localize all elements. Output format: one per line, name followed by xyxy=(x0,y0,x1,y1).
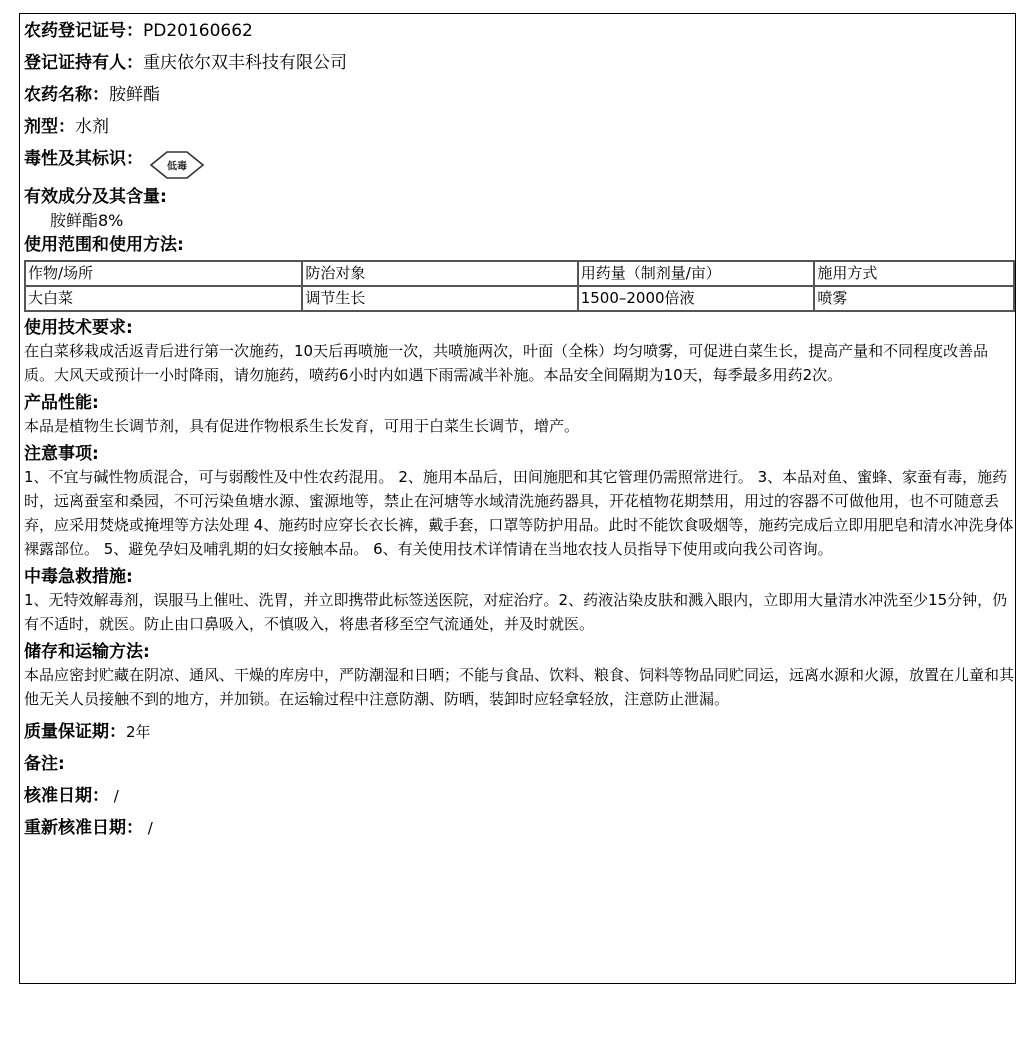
formulation-value: 水剂 xyxy=(75,117,109,137)
reapproval-date-value: / xyxy=(143,819,153,837)
usage-label: 使用范围和使用方法: xyxy=(24,235,184,255)
pesticide-name-label: 农药名称： xyxy=(24,85,109,105)
formulation-label: 剂型： xyxy=(24,117,75,137)
approval-date-value: / xyxy=(109,787,119,805)
pesticide-name-value: 胺鲜酯 xyxy=(109,85,160,105)
approval-date-label: 核准日期： xyxy=(24,786,109,806)
toxicity-row xyxy=(24,148,1011,182)
first-aid-text: 1、无特效解毒剂，误服马上催吐、洗胃，并立即携带此标签送医院，对症治疗。2、药液沾染皮肤和溅入眼内，立即用大量清水冲洗至少15分钟，仍有不适时，就医。防止由口鼻吸入，不慎吸入，将患者移至空气流通处，并及时就医。 xyxy=(24,591,1008,633)
toxicity-icon-text: 低毒 xyxy=(167,161,187,173)
shelf-life-label: 质量保证期： xyxy=(24,722,126,742)
usage-cell-dosage: 1500–2000倍液 xyxy=(578,286,815,311)
usage-header-method: 施用方式 xyxy=(814,261,1014,286)
registrant-row xyxy=(24,52,1011,74)
usage-table-row xyxy=(25,286,1014,311)
technical-requirements-text: 在白菜移栽成活返青后进行第一次施药，10天后再喷施一次，共喷施两次，叶面（全株）均匀喷雾，可促进白菜生长，提高产量和不同程度改善品质。大风天或预计一小时降雨，请勿施药，喷药6小时内如遇下雨需减半补施。本品安全间隔期为10天，每季最多用药2次。 xyxy=(24,342,989,384)
active-ingredient-label: 有效成分及其含量: xyxy=(24,187,167,207)
registrant-label: 登记证持有人： xyxy=(24,53,143,73)
pesticide-label-document xyxy=(19,13,1016,984)
shelf-life-row xyxy=(24,721,1011,743)
registration-number-row xyxy=(24,20,1011,42)
formulation-row xyxy=(24,116,1011,138)
storage-text: 本品应密封贮藏在阴凉、通风、干燥的库房中，严防潮湿和日晒；不能与食品、饮料、粮食、饲料等物品同贮同运，远离水源和火源，放置在儿童和其他无关人员接触不到的地方，并加锁。在运输过程中注意防潮、防晒，装卸时应轻拿轻放，注意防止泄漏。 xyxy=(24,666,1015,708)
usage-table-header-row xyxy=(25,261,1014,286)
usage-cell-crop: 大白菜 xyxy=(25,286,302,311)
low-toxicity-diamond-icon xyxy=(149,149,205,181)
registrant-value: 重庆依尔双丰科技有限公司 xyxy=(143,53,347,73)
active-ingredient-value: 胺鲜酯8% xyxy=(50,211,124,230)
registration-number-value: PD20160662 xyxy=(143,21,253,41)
usage-header-dosage: 用药量（制剂量/亩） xyxy=(578,261,815,286)
first-aid-label: 中毒急救措施: xyxy=(24,567,133,587)
reapproval-date-row xyxy=(24,817,1011,839)
pesticide-name-row xyxy=(24,84,1011,106)
toxicity-label: 毒性及其标识： xyxy=(24,149,143,169)
usage-header-target: 防治对象 xyxy=(302,261,577,286)
remarks-label: 备注: xyxy=(24,754,65,774)
usage-table xyxy=(24,260,1015,312)
storage-label: 储存和运输方法: xyxy=(24,642,150,662)
registration-number-label: 农药登记证号： xyxy=(24,21,143,41)
technical-requirements-label: 使用技术要求: xyxy=(24,318,133,338)
approval-date-row xyxy=(24,785,1011,807)
performance-text: 本品是植物生长调节剂，具有促进作物根系生长发育，可用于白菜生长调节，增产。 xyxy=(24,417,580,435)
precautions-label: 注意事项: xyxy=(24,444,99,464)
performance-label: 产品性能: xyxy=(24,393,99,413)
usage-cell-method: 喷雾 xyxy=(814,286,1014,311)
reapproval-date-label: 重新核准日期： xyxy=(24,818,143,838)
remarks-row xyxy=(24,753,1011,775)
precautions-text: 1、不宜与碱性物质混合，可与弱酸性及中性农药混用。 2、施用本品后，田间施肥和其它管理仍需照常进行。 3、本品对鱼、蜜蜂、家蚕有毒，施药时，远离蚕室和桑园，不可污染鱼塘水源、蜜源地等，禁止在河塘等水域清洗施药器具，开花植物花期禁用，用过的容器不可做他用，也不可随意丢弃，应采用焚烧或掩埋等方法处理 4、施药时应穿长衣长裤，戴手套，口罩等防护用品。此时不能饮食吸烟等，施药完成后立即用肥皂和清水冲洗身体裸露部位。 5、避免孕妇及哺乳期的妇女接触本品。 6、有关使用技术详情请在当地农技人员指导下使用或向我公司咨询。 xyxy=(24,468,1014,558)
usage-header-crop: 作物/场所 xyxy=(25,261,302,286)
usage-cell-target: 调节生长 xyxy=(302,286,577,311)
shelf-life-value: 2年 xyxy=(126,723,151,741)
